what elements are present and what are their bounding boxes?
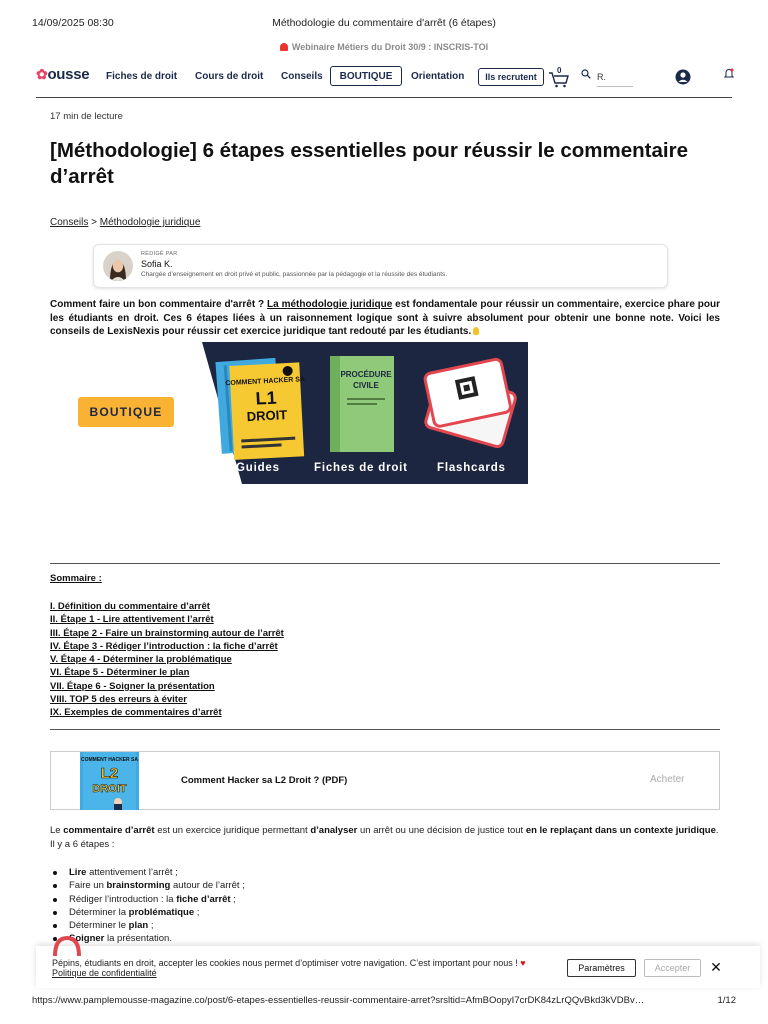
search-input[interactable] <box>597 68 633 87</box>
print-page-number: 1/12 <box>717 995 736 1006</box>
print-date: 14/09/2025 08:30 <box>32 17 114 29</box>
nav-divider <box>36 97 732 98</box>
toc-item[interactable]: IV. Étape 3 - Rédiger l’introduction : la fiche d’arrêt <box>50 640 278 652</box>
toc-item[interactable]: I. Définition du commentaire d’arrêt <box>50 601 210 612</box>
print-page-title: Méthodologie du commentaire d'arrêt (6 étapes) <box>272 17 496 29</box>
definition-paragraph <box>50 824 720 851</box>
product-cover-image[interactable] <box>80 752 139 810</box>
buy-button[interactable]: Acheter <box>650 774 685 785</box>
breadcrumb <box>50 217 200 228</box>
nav-link-orientation[interactable]: Orientation <box>411 71 465 82</box>
cookie-message: Pépins, étudiants en droit, accepter les cookies nous permet d’optimiser votre navigation. C’est important pour nous ! <box>52 958 518 968</box>
promo-text: Webinaire Métiers du Droit 30/9 : INSCRIS-TOI <box>291 42 489 52</box>
breadcrumb-conseils[interactable]: Conseils <box>50 217 89 228</box>
toc-item[interactable]: II. Étape 1 - Lire attentivement l’arrêt <box>50 614 214 626</box>
book1-line1: COMMENT HACKER SA <box>225 376 306 388</box>
toc-list <box>50 600 284 720</box>
cover-line2: L2 <box>100 765 119 782</box>
toc-item[interactable]: VII. Étape 6 - Soigner la présentation <box>50 680 215 692</box>
list-item: Déterminer la problématique ; <box>50 906 245 919</box>
banner-label-flashcards: Flashcards <box>437 462 506 474</box>
cookie-text <box>52 958 526 968</box>
user-icon[interactable] <box>675 69 691 85</box>
keyword: commentaire d’arrêt <box>63 825 155 836</box>
avatar <box>103 251 133 281</box>
keyword: d’analyser <box>310 825 358 836</box>
toc-item[interactable]: IX. Exemples de commentaires d’arrêt <box>50 707 222 719</box>
breadcrumb-separator: > <box>91 217 97 228</box>
methodologie-link[interactable]: La méthodologie juridique <box>267 299 393 310</box>
nav-link-conseils[interactable]: Conseils <box>281 71 323 82</box>
book2-line1: PROCÉDURE <box>340 370 392 379</box>
keyword: en le replaçant dans un contexte juridique <box>525 825 716 836</box>
author-name[interactable]: Sofia K. <box>141 259 173 269</box>
author-card <box>93 244 668 288</box>
close-icon[interactable]: ✕ <box>710 959 722 975</box>
product-title[interactable]: Comment Hacker sa L2 Droit ? (PDF) <box>181 775 348 786</box>
list-item: Déterminer le plan ; <box>50 919 245 932</box>
nav-link-cours[interactable]: Cours de droit <box>195 71 264 82</box>
cookie-accept-button[interactable]: Accepter <box>644 959 701 977</box>
cover-line3: DROIT <box>92 783 127 795</box>
intro-text-2: est fondamentale pour réussir un commentaire, exercice phare pour les étudiants en droit. Ces 6 étapes liées à un raisonnement logique sont à suivre absolument pour obtenir une bonne note. Voici les conseils de LexisNexis pour réussir cet exercice juridique tant redouté par les étudiants. <box>50 299 720 337</box>
toc-title: Sommaire : <box>50 573 102 584</box>
book2-line2: CIVILE <box>353 381 379 390</box>
banner-label-fiches: Fiches de droit <box>314 462 408 474</box>
boutique-button[interactable]: BOUTIQUE <box>330 66 402 86</box>
privacy-policy-link[interactable]: Politique de confidentialité <box>52 968 157 978</box>
flower-icon: ✿ <box>36 66 48 82</box>
toc-item[interactable]: V. Étape 4 - Déterminer la problématique <box>50 654 232 666</box>
heart-icon: ♥ <box>520 958 526 968</box>
logo-text: ousse <box>47 66 90 83</box>
banner-label-guides: Guides <box>236 462 280 474</box>
book1-line2: L1 <box>255 387 278 409</box>
promo-banner[interactable] <box>0 42 768 52</box>
read-time: 17 min de lecture <box>50 111 123 122</box>
siren-icon <box>280 43 288 51</box>
cover-line1: COMMENT HACKER SA <box>81 757 138 763</box>
print-url: https://www.pamplemousse-magazine.co/post/6-etapes-essentielles-reussir-commentaire-arret?srsltid=AfmBOopyI7crDK84zLrQQvBkd3kVDBv… <box>32 995 645 1006</box>
recrutent-button[interactable]: Ils recrutent <box>478 68 544 86</box>
author-bio: Chargée d’enseignement en droit privé et public, passionnée par la pédagogie et la réussite des étudiants. <box>141 271 448 278</box>
toc-top-divider <box>50 563 720 564</box>
toc-item[interactable]: VIII. TOP 5 des erreurs à éviter <box>50 694 187 706</box>
cookie-settings-button[interactable]: Paramètres <box>567 959 636 977</box>
toc-bottom-divider <box>50 729 720 730</box>
intro-text-1: Comment faire un bon commentaire d'arrêt ? <box>50 299 268 310</box>
text-span: Le <box>50 825 64 836</box>
banner-boutique-button[interactable]: BOUTIQUE <box>78 397 174 427</box>
list-item: Lire attentivement l’arrêt ; <box>50 866 245 879</box>
book1-line3: DROIT <box>246 407 288 425</box>
list-item: Soigner la présentation. <box>50 932 245 945</box>
lightbulb-icon <box>473 327 479 335</box>
product-card[interactable] <box>50 751 720 810</box>
list-item: Rédiger l’introduction : la fiche d’arrêt ; <box>50 893 245 906</box>
toc-item[interactable]: VI. Étape 5 - Déterminer le plan <box>50 667 190 679</box>
list-item: Faire un brainstorming autour de l’arrêt ; <box>50 879 245 892</box>
nav-link-fiches[interactable]: Fiches de droit <box>106 71 178 82</box>
article-intro <box>50 298 720 339</box>
breadcrumb-methodologie[interactable]: Méthodologie juridique <box>99 217 201 228</box>
search-icon[interactable] <box>581 69 591 79</box>
site-logo[interactable] <box>36 66 89 83</box>
text-span: un arrêt ou une décision de justice tout <box>357 825 526 836</box>
bell-icon[interactable] <box>724 68 734 80</box>
cart-count: 0 <box>557 66 562 75</box>
author-label: RÉDIGÉ PAR <box>141 251 178 257</box>
article-title: [Méthodologie] 6 étapes essentielles pour réussir le commentaire d’arrêt <box>50 139 688 188</box>
toc-item[interactable]: III. Étape 2 - Faire un brainstorming autour de l’arrêt <box>50 627 284 639</box>
text-span: . Il y a 6 étapes : <box>50 825 719 850</box>
text-span: est un exercice juridique permettant <box>154 825 311 836</box>
